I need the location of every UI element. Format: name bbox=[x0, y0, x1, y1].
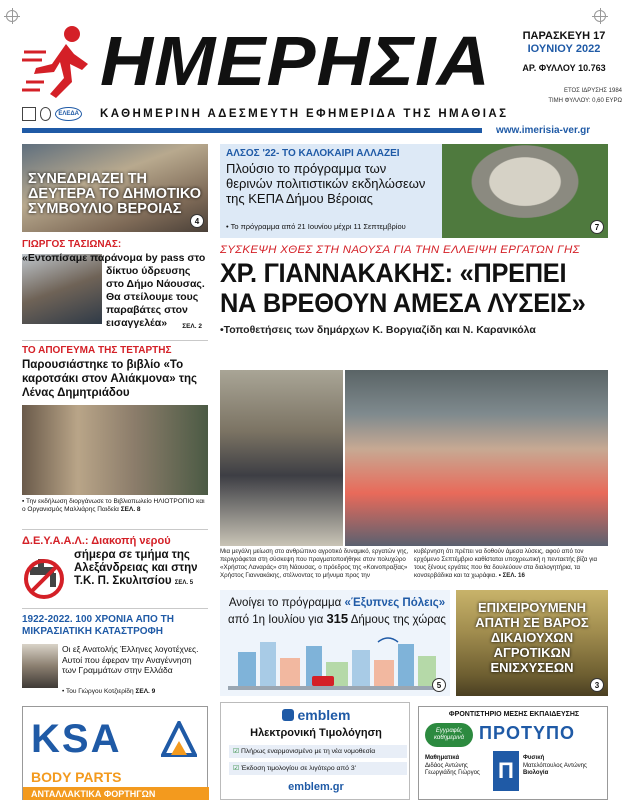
eleda-logo: ΕΛΕΔΑ bbox=[55, 107, 82, 121]
page-badge: 7 bbox=[590, 220, 604, 234]
protypo-logo-icon: Π bbox=[493, 751, 519, 791]
ksa-logo: KSA bbox=[31, 717, 122, 761]
smart-city-illustration bbox=[228, 632, 442, 692]
partner-logo-icon bbox=[40, 107, 52, 121]
emblem-url[interactable]: emblem.gr bbox=[288, 781, 344, 793]
issue-month: ΙΟΥΝΙΟΥ 2022 bbox=[527, 43, 601, 55]
protypo-teacher: Διδάος Αντώνης bbox=[425, 762, 468, 769]
lead-subheadline: •Τοποθετήσεις των δημάρχων Κ. Βοργιαζίδη και Ν. Καρανικόλα bbox=[220, 324, 536, 336]
emblem-title: Ηλεκτρονική Τιμολόγηση bbox=[250, 727, 382, 739]
protypo-kicker: ΦΡΟΝΤΙΣΤΗΡΙΟ ΜΕΣΗΣ ΕΚΠΑΙΔΕΥΣΗΣ bbox=[448, 711, 580, 718]
asia-minor-article[interactable] bbox=[22, 614, 208, 700]
page-badge: 3 bbox=[590, 678, 604, 692]
lead-page: ΣΕΛ. 16 bbox=[502, 572, 525, 579]
tasionas-quote-text: «Εντοπίσαμε παράνομα by pass στο δίκτυο ύδρευσης στο Δήμο Νάουσας. Θα στείλουμε τους παραβάτες στον εισαγγελέα» bbox=[22, 252, 206, 329]
fraud-teaser[interactable] bbox=[456, 590, 608, 696]
protypo-bubble: Εγγραφές καθημερινά bbox=[425, 723, 473, 747]
tasionas-kicker: ΓΙΩΡΓΟΣ ΤΑΣΙΩΝΑΣ: bbox=[22, 239, 122, 250]
council-teaser-title: ΣΥΝΕΔΡΙΑΖΕΙ ΤΗ ΔΕΥΤΕΡΑ ΤΟ ΔΗΜΟΤΙΚΟ ΣΥΜΒΟΥΛΙΟ ΒΕΡΟΙΑΣ bbox=[28, 171, 201, 217]
issue-price: ΤΙΜΗ ΦΥΛΛΟΥ: 0,60 ΕΥΡΩ bbox=[548, 98, 622, 104]
deyaal-text bbox=[74, 549, 208, 590]
issue-info bbox=[508, 30, 620, 75]
ksa-line2: ΑΝΤΑΛΛΑΚΤΙΚΑ ΦΟΡΤΗΓΩΝ bbox=[23, 787, 209, 800]
smartcities-number: 315 bbox=[326, 611, 349, 626]
divider bbox=[22, 529, 208, 530]
book-kicker: ΤΟ ΑΠΟΓΕΥΜΑ ΤΗΣ ΤΕΤΑΡΤΗΣ bbox=[22, 345, 172, 356]
protypo-teacher: Γεωργιάδης Γιώργος bbox=[425, 770, 480, 776]
partner-logo-icon bbox=[22, 107, 36, 121]
protypo-subject: Φυσική bbox=[523, 755, 545, 761]
check-icon: ☑ bbox=[233, 765, 240, 772]
fraud-title: ΕΠΙΧΕΙΡΟΥΜΕΝΗ ΑΠΑΤΗ ΣΕ ΒΑΡΟΣ ΔΙΚΑΙΟΥΧΩΝ ΑΓΡΟΤΙΚΩΝ ΕΝΙΣΧΥΣΕΩΝ bbox=[475, 600, 589, 675]
emblem-logo-icon bbox=[282, 709, 294, 721]
emblem-item-text: Έκδοση τιμολογίου σε λιγότερο από 3' bbox=[240, 765, 356, 772]
deyaal-kicker: Δ.Ε.Υ.Α.Α.Λ.: Διακοπή νερού bbox=[22, 535, 171, 547]
triangle-logo-icon bbox=[161, 721, 197, 757]
smartcities-title-highlight: «Έξυπνες Πόλεις» bbox=[344, 597, 446, 609]
aldos-note-text: Το πρόγραμμα από 21 Ιουνίου μέχρι 11 Σεπτεμβρίου bbox=[230, 222, 406, 231]
runner-logo-icon bbox=[22, 24, 94, 102]
founded-year: ΕΤΟΣ ΙΔΡΥΣΗΣ 1984 bbox=[563, 88, 622, 94]
protypo-advertisement[interactable] bbox=[418, 706, 608, 800]
lead-body-right-text: κυβέρνηση ότι πρέπει να δοθούν άμεσα λύσεις, αφού από τον ερχόμενο Σεπτέμβριο καθίσταται υποχρεωτική η πενταετής βίζα για τους ξένους εργάτες που θα δουλεύουν στα διαλογητήρια, τα κονσερβάδικα και τα χωράφια. bbox=[414, 548, 598, 579]
masthead-rule bbox=[22, 128, 482, 133]
asia-minor-author-photo bbox=[22, 644, 58, 688]
page-badge: 5 bbox=[432, 678, 446, 692]
book-title: Παρουσιάστηκε το βιβλίο «Το καροτσάκι στον Αλιάκμονα» της Λένας Δημητριάδου bbox=[22, 359, 197, 399]
partner-logos bbox=[22, 106, 82, 122]
divider bbox=[22, 608, 208, 609]
smartcities-title-part3: Δήμους της χώρας bbox=[350, 614, 446, 626]
lead-photo-audience bbox=[345, 370, 608, 546]
emblem-advertisement[interactable] bbox=[220, 702, 410, 800]
tasionas-quote bbox=[22, 252, 208, 330]
tasionas-page: ΣΕΛ. 2 bbox=[182, 323, 202, 330]
lead-headline-line2: ΝΑ ΒΡΕΘΟΥΝ ΑΜΕΣΑ ΛΥΣΕΙΣ» bbox=[220, 288, 586, 318]
lead-body-right: κυβέρνηση ότι πρέπει να δοθούν άμεσα λύσεις, αφού από τον ερχόμενο Σεπτέμβριο καθίσταται υποχρεωτική η πενταετής βίζα για τους ξένους εργάτες που θα δουλεύουν στα διαλογητήρια, τα κονσερβάδικα και τα χωράφια. • ΣΕΛ. 16 bbox=[414, 548, 598, 579]
ksa-line1: BODY PARTS bbox=[31, 769, 122, 785]
smartcities-title-part1: Ανοίγει το πρόγραμμα bbox=[228, 597, 342, 609]
masthead bbox=[0, 0, 630, 140]
book-page: ΣΕΛ. 8 bbox=[120, 506, 141, 513]
aldos-kicker: ΑΛΣΟΣ '22- ΤΟ ΚΑΛΟΚΑΙΡΙ ΑΛΛΑΖΕΙ bbox=[226, 148, 400, 159]
emblem-list bbox=[229, 745, 407, 775]
council-teaser[interactable] bbox=[22, 144, 208, 232]
newspaper-subtitle: ΚΑΘΗΜΕΡΙΝΗ ΑΔΕΣΜΕΥΤΗ ΕΦΗΜΕΡΙΔΑ ΤΗΣ ΗΜΑΘΙΑΣ bbox=[100, 108, 509, 120]
check-icon: ☑ bbox=[233, 748, 240, 755]
protypo-names-right bbox=[523, 755, 607, 778]
lead-story-header[interactable] bbox=[220, 244, 610, 364]
newspaper-title: ΗΜΕΡΗΣΙΑ bbox=[100, 22, 491, 100]
protypo-subject: Μαθηματικά bbox=[425, 755, 460, 761]
aldos-note: • Το πρόγραμμα από 21 Ιουνίου μέχρι 11 Σεπτεμβρίου bbox=[226, 222, 406, 231]
protypo-teacher: Ματελόπουλος Αντώνης bbox=[523, 762, 587, 769]
ksa-advertisement[interactable] bbox=[22, 706, 208, 800]
aldos-title: Πλούσιο το πρόγραμμα των θερινών πολιτιστικών εκδηλώσεων της ΚΕΠΑ Δήμου Βέροιας bbox=[226, 161, 426, 206]
founded-info bbox=[510, 86, 622, 106]
no-water-tap-icon bbox=[22, 551, 66, 601]
lead-kicker: ΣΥΣΚΕΨΗ ΧΘΕΣ ΣΤΗ ΝΑΟΥΣΑ ΓΙΑ ΤΗΝ ΕΛΛΕΙΨΗ ΕΡΓΑΤΩΝ ΓΗΣ bbox=[220, 244, 580, 256]
emblem-item bbox=[229, 745, 407, 758]
book-article[interactable] bbox=[22, 345, 208, 525]
asia-minor-byline: • Του Γιώργου Κοτζιερίδη ΣΕΛ. 9 bbox=[62, 688, 156, 695]
issue-day: ΠΑΡΑΣΚΕΥΗ 17 bbox=[522, 30, 606, 42]
smartcities-title-part2: από 1η Ιουλίου για bbox=[228, 614, 324, 626]
asia-minor-page: ΣΕΛ. 9 bbox=[135, 688, 156, 695]
aldos-box[interactable] bbox=[220, 144, 608, 238]
deyaal-article[interactable] bbox=[22, 535, 208, 605]
deyaal-page: ΣΕΛ. 5 bbox=[174, 580, 194, 586]
smartcities-box[interactable] bbox=[220, 590, 450, 696]
page-badge: 4 bbox=[190, 214, 204, 228]
tasionas-article[interactable] bbox=[22, 239, 208, 339]
asia-minor-author: Του Γιώργου Κοτζιερίδη bbox=[65, 688, 134, 695]
lead-body-left: Μια μεγάλη μείωση στο ανθρώπινο αγροτικό δυναμικό, εργατών γης, περιγράφεται στη σύσκεψη που πραγματοποιήθηκε στον πολυχώρο «Χρήστος Λαναράς» στη Νάουσας, ο πρόεδρος της «Κοινοπραξίας» Χρήστος Γιαννακάκης, στέλνοντας το μήνυμα προς την bbox=[220, 548, 409, 579]
smartcities-title bbox=[226, 596, 448, 628]
issue-number: ΑΡ. ΦΥΛΛΟΥ 10.763 bbox=[522, 63, 606, 73]
amphitheater-photo bbox=[442, 144, 608, 238]
emblem-item-text: Πλήρως εναρμονισμένο με τη νέα νομοθεσία bbox=[240, 748, 376, 755]
lead-headline-line1: ΧΡ. ΓΙΑΝΝΑΚΑΚΗΣ: «ΠΡΕΠΕΙ bbox=[220, 258, 567, 288]
emblem-logo bbox=[221, 707, 411, 723]
asia-minor-kicker: 1922-2022. 100 ΧΡΟΝΙΑ ΑΠΟ ΤΗ ΜΙΚΡΑΣΙΑΤΙΚΗ ΚΑΤΑΣΤΡΟΦΗ bbox=[22, 614, 174, 637]
emblem-logo-text: emblem bbox=[297, 707, 351, 723]
asia-minor-text: Οι εξ Ανατολής Έλληνες λογοτέχνες. Αυτοί που έφεραν την Αναγέννηση των Γραμμάτων στην Ελλάδα bbox=[62, 644, 199, 675]
book-note-text: Την εκδήλωση διοργάνωσε το Βιβλιοπωλείο ΗΛΙΟΤΡΟΠΙΟ και ο Οργανισμός Μαλλιάρης Παιδεία bbox=[22, 498, 205, 513]
divider bbox=[22, 340, 208, 341]
deyaal-text-body: σήμερα σε τμήμα της Αλεξάνδρειας και στην Τ.Κ. Π. Σκυλιτσίου bbox=[74, 549, 198, 587]
website-link[interactable]: www.imerisia-ver.gr bbox=[496, 125, 591, 136]
protypo-logo: ΠΡΟΤΥΠΟ bbox=[479, 723, 576, 743]
protypo-names-left bbox=[425, 755, 491, 778]
emblem-item bbox=[229, 762, 407, 775]
book-note: ▪ Την εκδήλωση διοργάνωσε το Βιβλιοπωλείο ΗΛΙΟΤΡΟΠΙΟ και ο Οργανισμός Μαλλιάρης Παιδεία ΣΕΛ. 8 bbox=[22, 498, 205, 513]
lead-photo-speaker bbox=[220, 370, 343, 546]
book-photo bbox=[22, 405, 208, 495]
protypo-subject: Βιολογία bbox=[523, 770, 549, 776]
